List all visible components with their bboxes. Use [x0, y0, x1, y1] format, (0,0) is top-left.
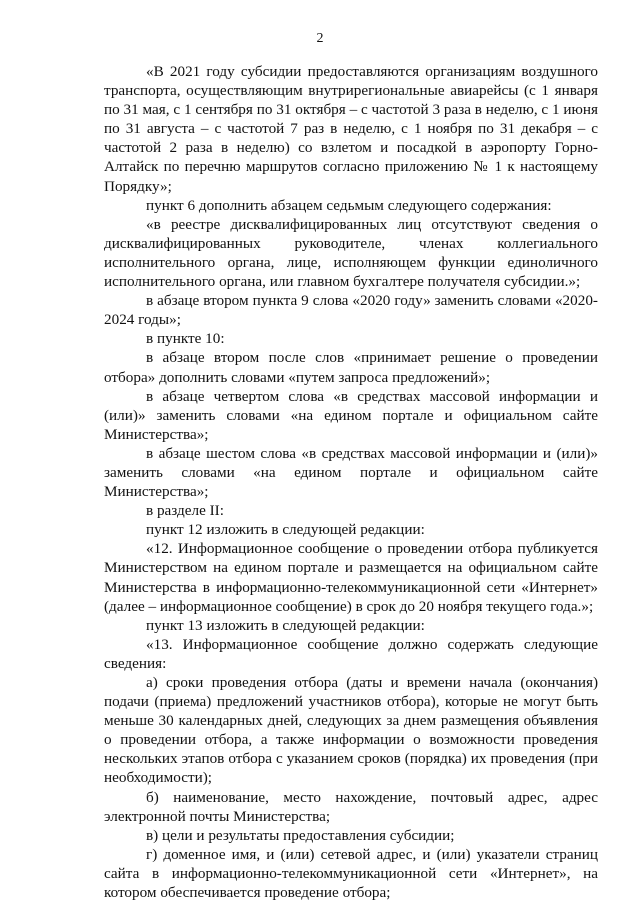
- paragraph: пункт 12 изложить в следующей редакции:: [146, 521, 425, 539]
- paragraph: пункт 13 изложить в следующей редакции:: [146, 616, 425, 634]
- paragraph: в абзаце четвертом слова «в средствах массовой информации и (или)» заменить словами «на едином портале и официальном сайте Министерства»;: [104, 387, 598, 443]
- paragraph: в абзаце втором пункта 9 слова «2020 году» заменить словами «2020-2024 годы»;: [104, 292, 598, 329]
- paragraph: в абзаце втором после слов «принимает решение о проведении отбора» дополнить словами «путем запроса предложений»;: [104, 349, 598, 386]
- paragraph: «В 2021 году субсидии предоставляются организациям воздушного транспорта, осуществляющим внутрирегиональные авиарейсы (с 1 января по 31 мая, с 1 сентября по 31 октября – с частотой 3 раза в неделю, с 1 июня по 31 августа – с частотой 7 раз в неделю, с 1 ноября по 31 декабря – с частотой 2 раза в неделю) со взлетом и посадкой в аэропорту Горно-Алтайск по перечню маршрутов согласно приложению № 1 к настоящему Порядку»;: [104, 63, 598, 195]
- page-number: 2: [316, 31, 324, 46]
- paragraph: а) сроки проведения отбора (даты и времени начала (окончания) подачи (приема) предложений участников отбора), которые не могут быть меньше 30 календарных дней, следующих за днем размещения объявления о проведении отбора, а также информации о возможности проведения нескольких этапов отбора с указанием сроков (порядка) их проведения (при необходимости);: [104, 674, 598, 787]
- paragraph: в абзаце шестом слова «в средствах массовой информации и (или)» заменить словами «на едином портале и официальном сайте Министерства»;: [104, 444, 598, 501]
- paragraph: «13. Информационное сообщение должно содержать следующие сведения:: [104, 635, 598, 672]
- paragraph: пункт 6 дополнить абзацем седьмым следующего содержания:: [146, 196, 552, 214]
- paragraph: «в реестре дисквалифицированных лиц отсутствуют сведения о дисквалифицированных руководителе, членах коллегиального исполнительного органа, лице, исполняющем функции единоличного исполнительного органа, или главном бухгалтере получателя субсидии.»;: [104, 215, 598, 291]
- paragraph: в) цели и результаты предоставления субсидии;: [146, 826, 455, 844]
- paragraph: в пункте 10:: [146, 330, 225, 348]
- document-body: [104, 62, 598, 902]
- paragraph: «12. Информационное сообщение о проведении отбора публикуется Министерством на едином портале и размещается на официальном сайте Министерства в информационно-телекоммуникационной сети «Интернет» (далее – информационное сообщение) в срок до 20 ноября текущего года.»;: [104, 540, 598, 615]
- paragraph: б) наименование, место нахождение, почтовый адрес, адрес электронной почты Министерства;: [104, 788, 598, 825]
- paragraph: г) доменное имя, и (или) сетевой адрес, и (или) указатели страниц сайта в информационно-телекоммуникационной сети «Интернет», на котором обеспечивается проведение отбора;: [104, 845, 598, 902]
- paragraph: в разделе II:: [146, 502, 224, 520]
